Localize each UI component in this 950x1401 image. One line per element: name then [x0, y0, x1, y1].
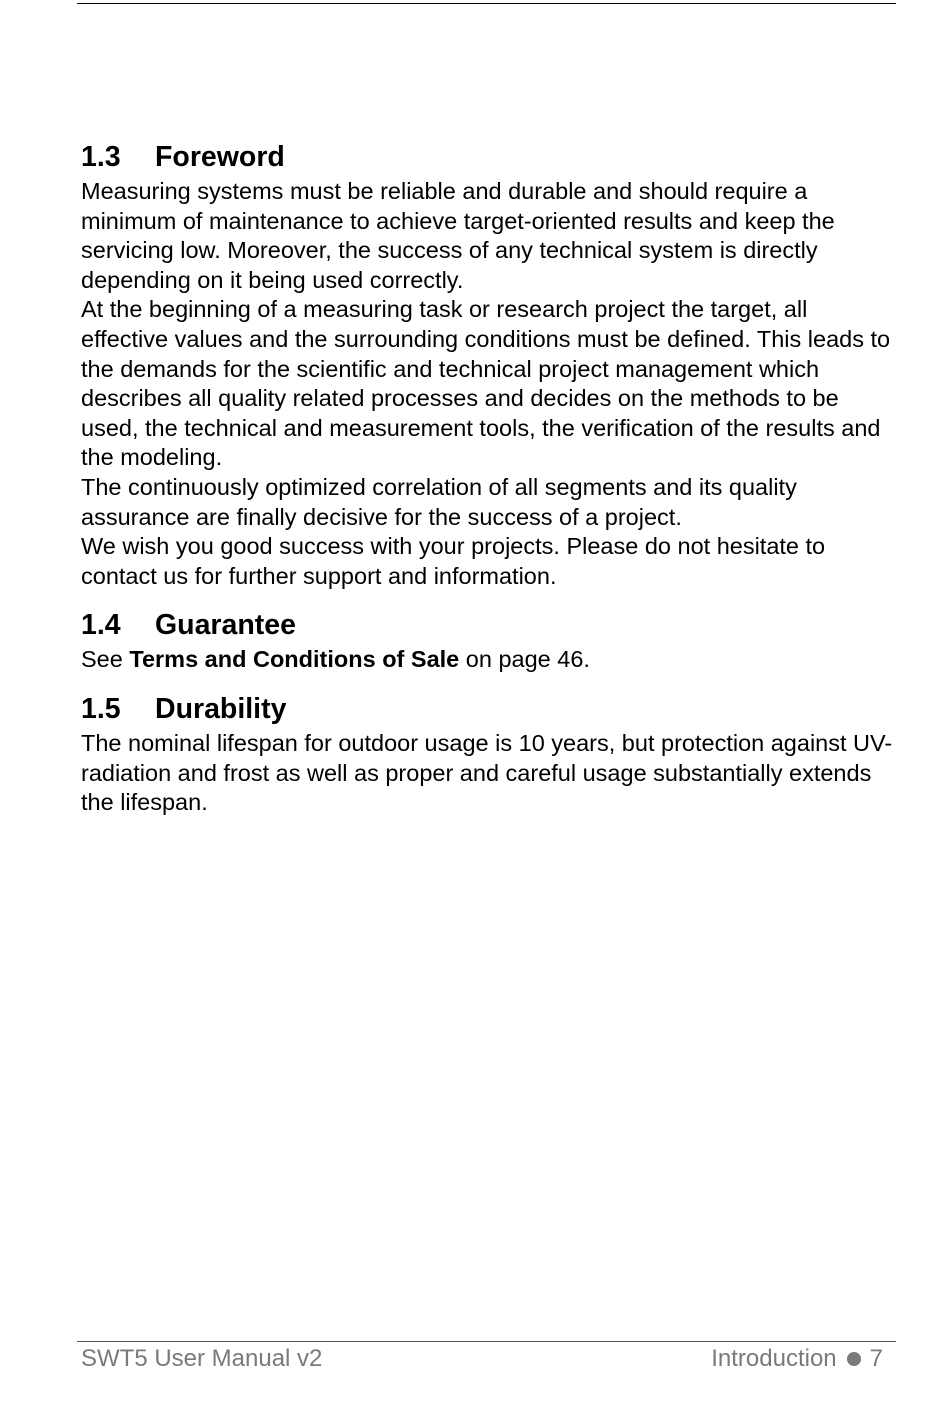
footer-rule	[77, 1341, 896, 1342]
section-heading-foreword	[81, 139, 896, 175]
header-rule	[77, 3, 896, 4]
section-foreword	[81, 139, 896, 591]
section-guarantee	[81, 607, 896, 675]
paragraph	[81, 645, 896, 675]
section-body	[81, 645, 896, 675]
paragraph: The nominal lifespan for outdoor usage is 10 years, but protection against UV-radiation and frost as well as proper and careful usage substantially extends the lifespan.	[81, 729, 893, 816]
text-after: on page 46.	[459, 646, 590, 673]
section-durability	[81, 691, 896, 818]
paragraph: Measuring systems must be reliable and durable and should require a minimum of maintenance to achieve target-oriented results and keep the servicing low. Moreover, the success of any technical system is directly depending on it being used correctly.	[81, 178, 835, 293]
page-footer	[81, 1343, 883, 1375]
section-title: Durability	[155, 692, 287, 725]
text-before: See	[81, 646, 130, 673]
section-title: Foreword	[155, 141, 285, 173]
section-number: 1.3	[81, 141, 121, 173]
terms-reference: Terms and Conditions of Sale	[129, 646, 460, 673]
bullet-icon	[847, 1352, 861, 1366]
paragraph: The continuously optimized correlation of all segments and its quality assurance are finally decisive for the success of a project.	[81, 473, 797, 530]
section-body	[81, 177, 896, 591]
footer-chapter: Introduction	[711, 1345, 837, 1372]
paragraph: We wish you good success with your projects. Please do not hesitate to contact us for further support and information.	[81, 533, 826, 589]
section-title: Guarantee	[155, 609, 296, 642]
footer-document-title: SWT5 User Manual v2	[81, 1345, 323, 1372]
page-content	[81, 139, 896, 818]
section-body	[81, 729, 896, 818]
section-heading-durability	[81, 691, 896, 727]
section-number: 1.4	[81, 609, 121, 642]
footer-page-info	[711, 1343, 883, 1375]
section-heading-guarantee	[81, 607, 896, 643]
paragraph: At the beginning of a measuring task or research project the target, all effective values and the surrounding conditions must be defined. This leads to the demands for the scientific and technical project management which describes all quality related processes and decides on the methods to be used, the technical and measurement tools, the verification of the results and the modeling.	[81, 296, 891, 471]
page-number: 7	[869, 1345, 883, 1372]
section-number: 1.5	[81, 692, 121, 725]
